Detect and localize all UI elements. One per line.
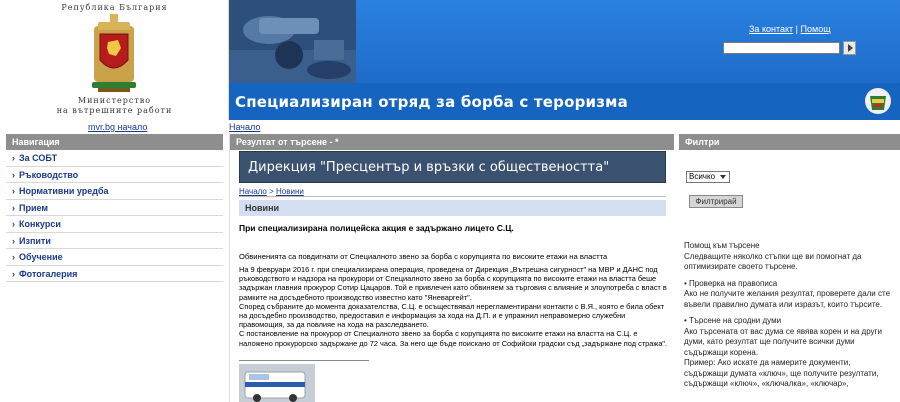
article-divider: [239, 360, 369, 361]
breadcrumb-home[interactable]: Начало: [239, 187, 267, 196]
help-intro: Следващите няколко стъпки ще ви помогнат да оптимизирате своето търсене.: [684, 251, 862, 271]
logo-top-text: Република България: [61, 3, 168, 12]
bullet-icon: ›: [12, 202, 15, 213]
article-photo[interactable]: [239, 364, 315, 402]
help-tip-text: Ако не получите желания резултат, проверете дали сте въвели правилно думата или изразът, които търсите.: [684, 289, 891, 309]
search-input[interactable]: [723, 42, 840, 54]
sidebar-item-label: Фотогалерия: [19, 268, 78, 279]
section-header: Новини: [239, 200, 666, 216]
sidebar-item-training[interactable]: [6, 249, 223, 266]
bullet-icon: ›: [12, 235, 15, 246]
filters-panel: [679, 134, 900, 402]
sidebar-item-label: Конкурси: [19, 219, 61, 229]
header: [0, 0, 900, 120]
logo-bottom-text-1: Министерство: [77, 96, 152, 105]
breadcrumb-separator: >: [269, 187, 274, 196]
top-breadcrumb-home[interactable]: Начало: [229, 122, 261, 132]
article-paragraph: Според събраните до момента доказателства, С.Ц. е осъществявал нерегламентирани контакти с В.Я., която е била обект на досъдебно производство, предоставил е информация за хода на Д.П. и е упражнил неправомерно служебни правомощия, за да повлияе на хода на разследването.: [239, 301, 665, 330]
breadcrumb-divider: [239, 196, 666, 197]
search-results-panel: [229, 134, 673, 402]
article-paragraph: На 9 февруари 2016 г. при специализирана операция, проведена от Дирекция „Вътрешна сигурност" на МВР и ДАНС под ръководството и надзора на прокурори от Специалното звено за борба с корупцията по високите етажи на властта беше задържан главния прокурор Сотир Цацаров. Той е привлечен като обвиняем за търговия с влияние и злоупотреба с власт в рамките на досъдебното производство известно като "Яневаргейт".: [239, 265, 667, 302]
article-subtitle: Обвиненията са повдигнати от Специалното звено за борба с корупцията по високите етажи на властта: [239, 252, 608, 261]
content-title: Дирекция "Пресцентър и връзки с обществеността": [248, 160, 610, 175]
bullet-icon: ›: [12, 252, 15, 262]
sidebar-item-admission[interactable]: [6, 200, 223, 217]
help-link[interactable]: Помощ: [800, 24, 831, 34]
bullet-icon: ›: [12, 268, 15, 279]
results-panel-title: Резултат от търсене - *: [230, 134, 674, 150]
sidebar-item-label: Изпити: [19, 235, 51, 246]
sidebar-item-label: За СОБТ: [19, 153, 58, 163]
header-banner: [229, 0, 900, 120]
bullet-icon: ›: [12, 169, 15, 180]
article-paragraph: С постановление на прокурор от Специалното звено за борба с корупцията по високите етажи на властта на С.Ц. е наложено прокурорско задържане до 72 часа. За него ще бъде поискано от Софийски градски съд „задържане под стража".: [239, 329, 668, 348]
bullet-icon: ›: [12, 153, 15, 163]
sidebar-item-management[interactable]: [6, 167, 223, 184]
sidebar-title: Навигация: [6, 134, 223, 150]
help-tip-title: • Проверка на правописа: [684, 278, 778, 288]
sidebar-item-exams[interactable]: [6, 233, 223, 250]
top-links-separator: |: [795, 24, 799, 34]
search-help: [684, 241, 894, 390]
sidebar-item-label: Обучение: [19, 252, 63, 262]
search-button[interactable]: [843, 41, 856, 55]
site-title: Специализиран отряд за борба с тероризма: [235, 93, 628, 111]
sidebar-item-label: Прием: [19, 202, 49, 213]
sidebar-item-label: Ръководство: [19, 169, 79, 180]
sidebar-item-competitions[interactable]: [6, 216, 223, 233]
ministry-logo[interactable]: [0, 0, 229, 120]
sidebar-item-label: Нормативни уредба: [19, 186, 109, 196]
bullet-icon: ›: [12, 219, 15, 229]
sidebar-navigation: [6, 134, 223, 402]
chevron-down-icon: [720, 175, 726, 179]
filter-select-value: Всичко: [689, 172, 716, 181]
filter-button[interactable]: Филтрирай: [689, 195, 743, 208]
sidebar-item-gallery[interactable]: [6, 266, 223, 283]
sidebar-item-about[interactable]: [6, 150, 223, 167]
breadcrumb-news[interactable]: Новини: [276, 187, 304, 196]
help-title: Помощ към търсене: [684, 241, 760, 250]
article-body: [239, 265, 669, 348]
mvr-home-link[interactable]: mvr.bg начало: [88, 122, 148, 132]
help-tip-example: Пример: Ако искате да намерите документи, съдържащи думата «ключ», ще получите резултати, съдържащи «ключ», «ключалка», «ключар»,: [684, 358, 879, 388]
article-title[interactable]: При специализирана полицейска акция е задържано лицето С.Ц.: [239, 223, 514, 233]
sidebar-item-regulations[interactable]: [6, 183, 223, 200]
content-title-bar: [239, 151, 666, 183]
coat-of-arms-icon: [88, 12, 140, 96]
logo-bottom-text-2: на вътрешните работи: [56, 106, 173, 115]
sub-row: [0, 120, 900, 134]
contact-link[interactable]: За контакт: [749, 24, 794, 34]
filters-title: Филтри: [679, 134, 900, 150]
help-tip-text: Ако търсената от вас дума се явява корен и на други думи, като резултат ще получите всички думи съдържащи корена.: [684, 326, 882, 357]
banner-photo: [229, 0, 356, 83]
filter-select[interactable]: [686, 171, 730, 183]
unit-emblem-icon: [862, 86, 894, 116]
breadcrumb: [239, 187, 304, 196]
help-tip-title: • Търсене на сродни думи: [684, 316, 782, 325]
top-links: [749, 24, 831, 34]
bullet-icon: ›: [12, 186, 15, 196]
search-arrow-icon: [848, 44, 853, 52]
banner-title-bar: [229, 83, 900, 120]
